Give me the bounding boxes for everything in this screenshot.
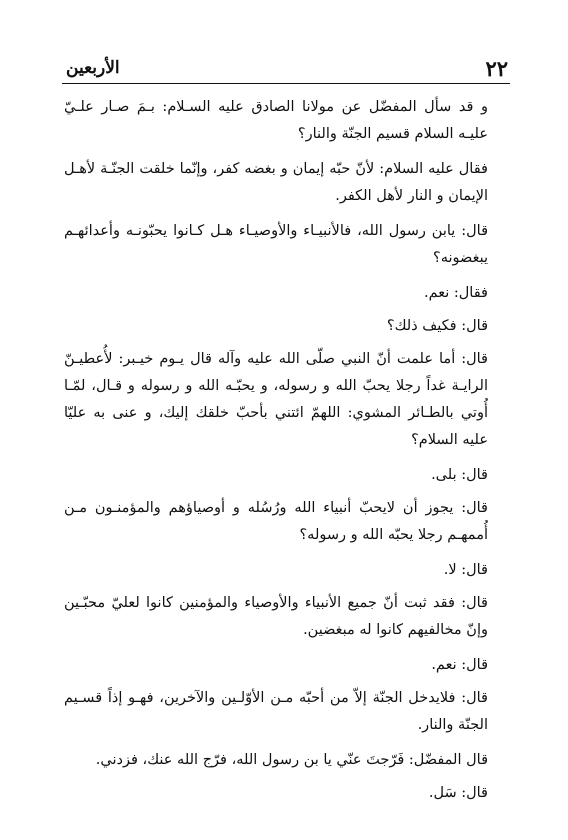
paragraph-9: قال: لا. (443, 562, 488, 578)
paragraph-11: قال: نعم. (431, 657, 488, 673)
paragraph-13: قال المفضّل: فَرّجتَ عنّي يا بن رسول الله، فرّج الله عنك، فزدني. (95, 752, 488, 768)
paragraph-4: فقال: نعم. (423, 285, 488, 301)
paragraph-7: قال: بلى. (431, 467, 488, 483)
paragraph-5: قال: فكيف ذلك؟ (386, 318, 488, 334)
paragraph-3: قال: يابن رسول الله، فالأنبيـاء والأوصيـاء هـل كـانوا يحبّونـه وأعدائهـم يبغضونه؟ (64, 223, 488, 266)
page-number: ٢٢ (485, 56, 508, 81)
paragraph-12: قال: فلايدخل الجنّة إلاّ من أحبّه مـن الأوّلـين والآخرين، فهـو إذاً قسـيم الجنّة والنار. (64, 690, 488, 733)
running-title: الأربعين (66, 58, 120, 78)
body-text (64, 94, 508, 813)
paragraph-1: و قد سأل المفضّل عن مولانا الصادق عليه السـلام: بـمَ صـار علـيّ عليـه السلام قسيم الجنّة والنار؟ (64, 99, 488, 142)
paragraph-14: قال: سَل. (428, 785, 488, 801)
paragraph-2: فقال عليه السلام: لأنّ حبّه إيمان و بغضه كفر، وإنّما خلقت الجنّـة لأهـل الإيمان و النار لأهل الكفر. (64, 161, 488, 204)
paragraph-10: قال: فقد ثبت أنّ جميع الأنبياء والأوصياء والمؤمنين كانوا لعليّ محبّـين وإنّ مخالفيهم كانوا له مبغضين. (64, 595, 488, 638)
paragraph-6: قال: أما علمت أنّ النبي صلّى الله عليه وآله قال يـوم خيـبر: لأُعطيـنّ الرايـة غداً رجلا يحبّ الله و رسوله، و يحبّـه الله و رسوله و قـال، لمّـا أُوتي بالطـائر المشوي: اللهمّ ائتني بأحبّ خلقك إليك، و عنى به عليّا عليه السلام؟ (64, 351, 488, 448)
page-header (62, 48, 510, 88)
paragraph-8: قال: يجوز أن لايحبّ أنبياء الله ورُسُله و أوصياؤهم والمؤمنـون مـن أُممهـم رجلا يحبّه الله و رسوله؟ (64, 500, 488, 543)
header-rule (62, 83, 510, 84)
